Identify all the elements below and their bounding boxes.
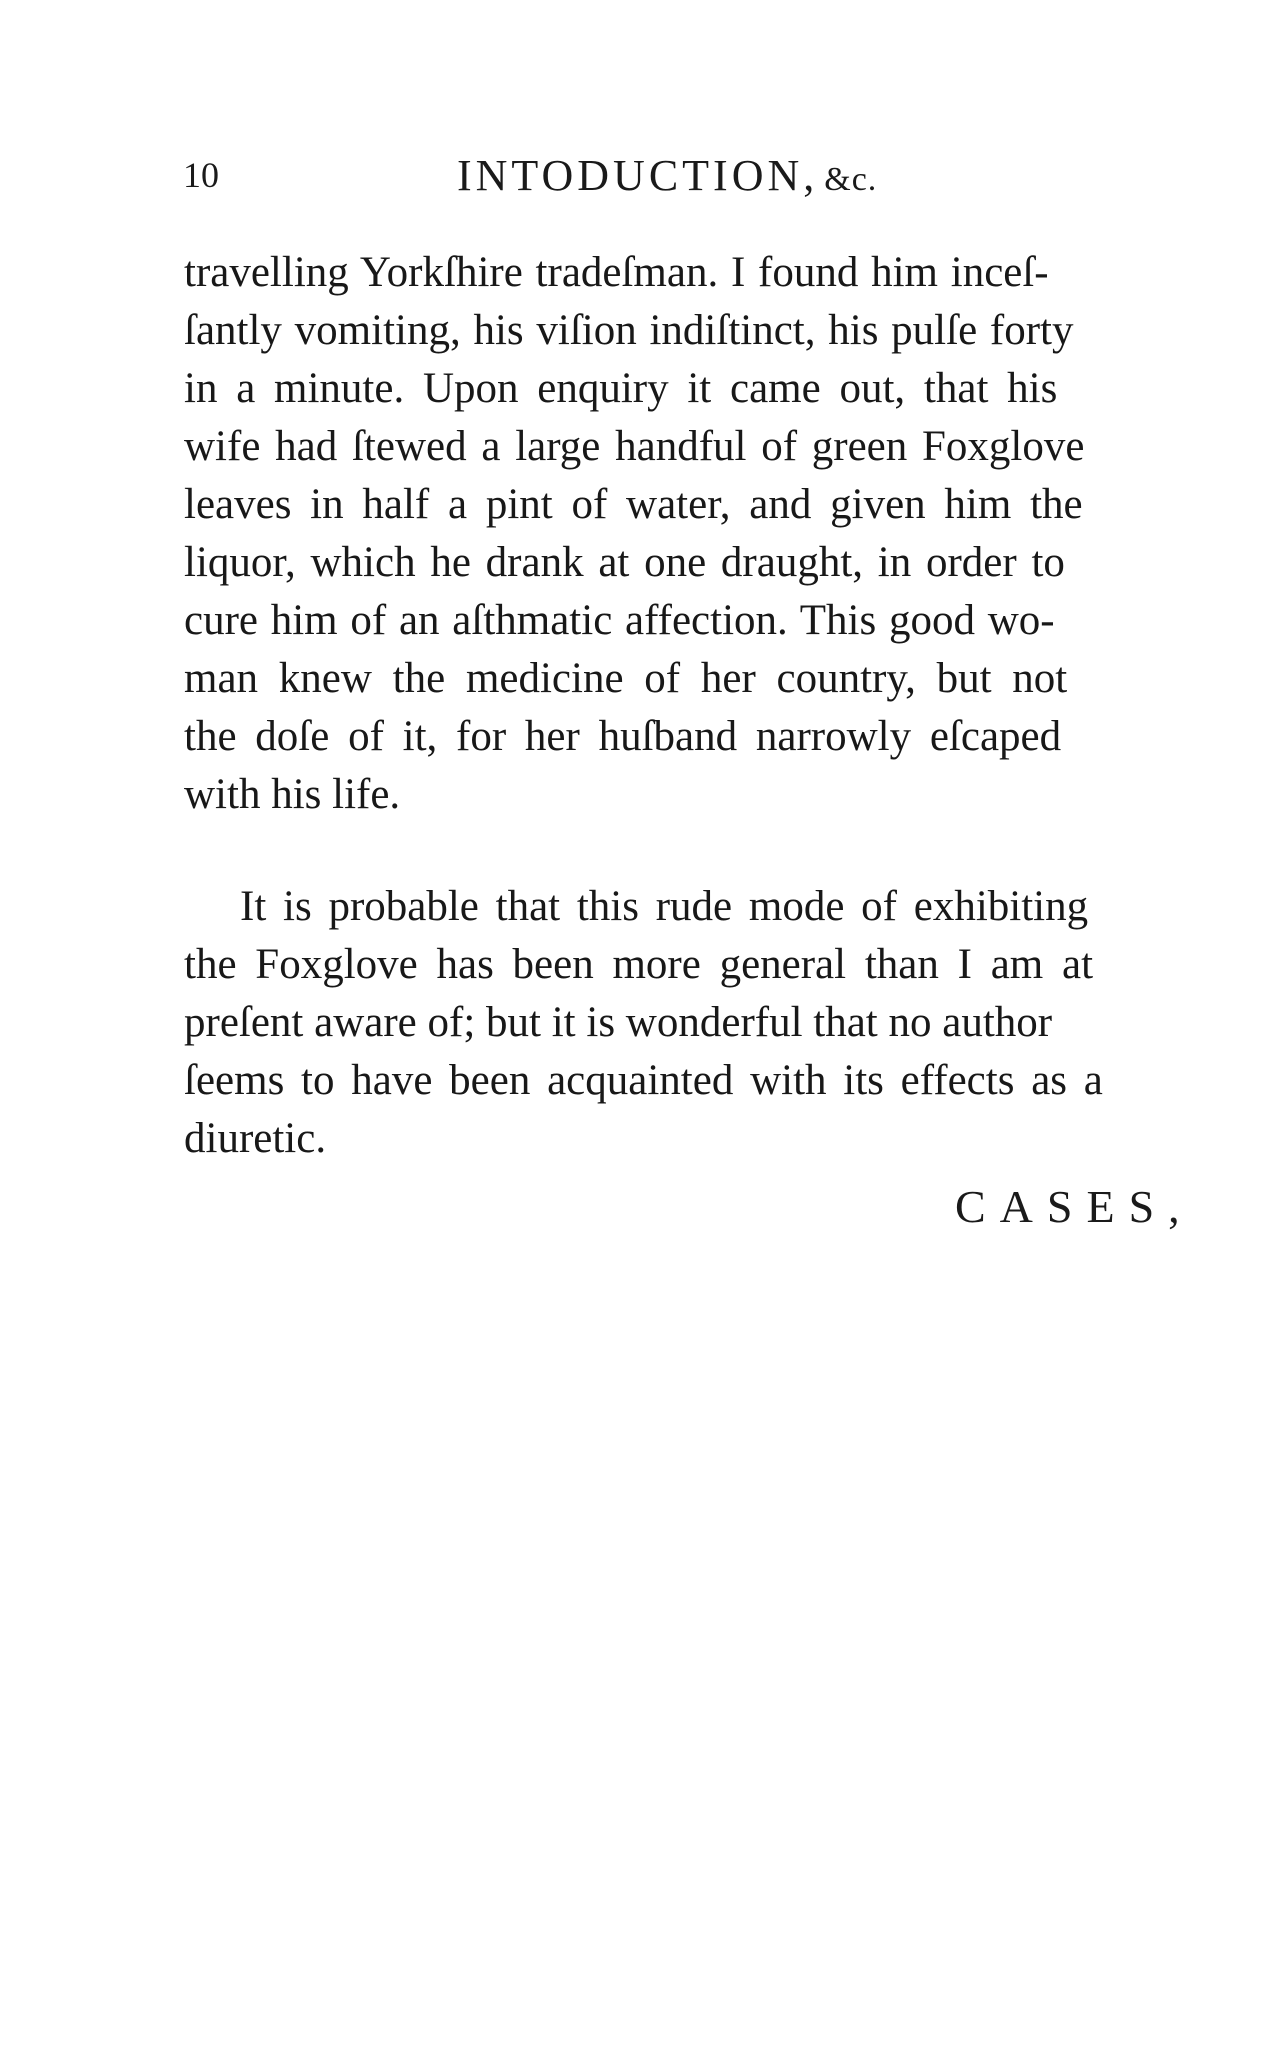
running-title-text: INTODUCTION, (457, 151, 819, 200)
text-line: cure him of an aſthmatic affection. This good wo- (184, 597, 1055, 644)
text-line: leaves in half a pint of water, and given him the (184, 481, 1083, 528)
catchword: CASES, (955, 1181, 1194, 1232)
text-line: ſantly vomiting, his viſion indiſtinct, his pulſe forty (184, 307, 1074, 354)
text-line: ſeems to have been acquainted with its effects as a (184, 1057, 1103, 1104)
text-line: man knew the medicine of her country, but not (184, 655, 1068, 702)
text-line: in a minute. Upon enquiry it came out, that his (184, 365, 1058, 412)
running-head (183, 150, 1003, 210)
text-line: diuretic. (184, 1115, 327, 1162)
text-line: wife had ſtewed a large handful of green Foxglove (184, 423, 1085, 470)
text-line: It is probable that this rude mode of exhibiting (240, 883, 1089, 930)
text-line: the doſe of it, for her huſband narrowly eſcaped (184, 713, 1062, 760)
page-number: 10 (183, 155, 219, 195)
text-line: the Foxglove has been more general than I am at (184, 941, 1094, 988)
running-title (457, 150, 877, 201)
text-line: travelling Yorkſhire tradeſman. I found him inceſ- (184, 249, 1049, 296)
text-line: preſent aware of; but it is wonderful that no author (184, 999, 1053, 1046)
text-line: liquor, which he drank at one draught, in order to (184, 539, 1065, 586)
text-line: with his life. (184, 771, 401, 818)
running-title-suffix: &c. (824, 161, 878, 198)
